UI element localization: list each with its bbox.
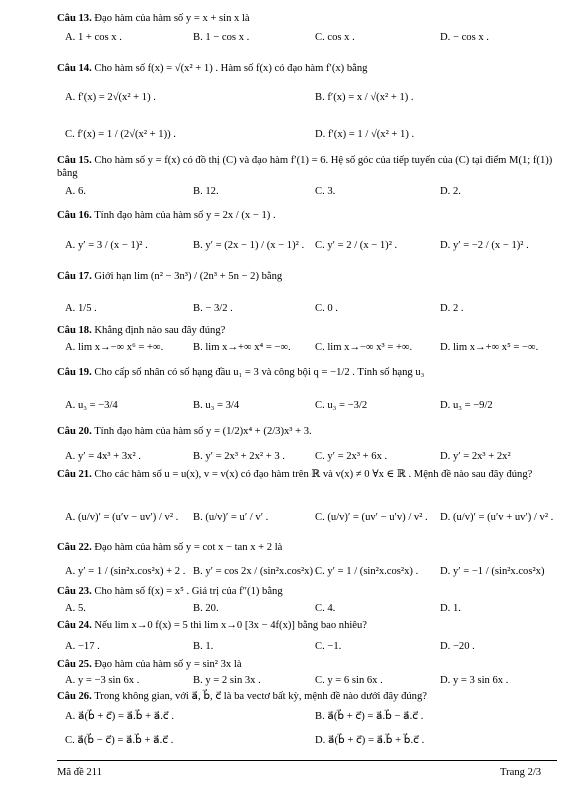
- option-d[interactable]: D. lim x→+∞ x⁵ = −∞.: [440, 342, 539, 353]
- question-text: Tính đạo hàm của hàm số y = (1/2)x⁴ + (2/3)x³ + 3.: [94, 426, 312, 437]
- question-text: Cho các hàm số u = u(x), v = v(x) có đạo hàm trên ℝ và v(x) ≠ 0 ∀x ∈ ℝ . Mệnh đề nào sau đây đúng?: [94, 469, 533, 480]
- option-d[interactable]: D. 2.: [440, 186, 461, 197]
- option-a[interactable]: A. u₃ = −3/4: [65, 400, 118, 411]
- question-text: Khẳng định nào sau đây đúng?: [94, 325, 226, 336]
- option-c[interactable]: C. lim x→−∞ x³ = +∞.: [315, 342, 413, 353]
- question-text: Tính đạo hàm của hàm số y = 2x / (x − 1) .: [94, 210, 276, 221]
- option-d[interactable]: D. 1.: [440, 603, 461, 614]
- question-23: [57, 585, 557, 598]
- option-d[interactable]: D. y′ = −2 / (x − 1)² .: [440, 240, 529, 251]
- option-c[interactable]: C. a⃗(b⃗ − c⃗) = a⃗.b⃗ + a⃗.c⃗ .: [65, 735, 174, 746]
- options-19: [57, 396, 557, 416]
- option-a[interactable]: A. −17 .: [65, 641, 100, 652]
- option-c[interactable]: C. f′(x) = 1 / (2√(x² + 1)) .: [65, 129, 176, 140]
- option-b[interactable]: B. 12.: [193, 186, 219, 197]
- option-d[interactable]: D. − cos x .: [440, 32, 489, 43]
- options-14-row1: [57, 88, 557, 108]
- question-label: Câu 17.: [57, 271, 92, 282]
- options-18: [57, 338, 557, 358]
- question-17: [57, 270, 557, 283]
- question-text: Đạo hàm của hàm số y = cot x − tan x + 2 là: [94, 542, 283, 553]
- option-c[interactable]: C. y′ = 1 / (sin²x.cos²x) .: [315, 566, 419, 577]
- option-b[interactable]: B. (u/v)′ = u′ / v′ .: [193, 512, 269, 523]
- option-b[interactable]: B. y′ = (2x − 1) / (x − 1)² .: [193, 240, 305, 251]
- question-label: Câu 14.: [57, 63, 92, 74]
- footer-divider: [57, 760, 557, 761]
- question-label: Câu 21.: [57, 469, 92, 480]
- question-label: Câu 19.: [57, 367, 92, 378]
- question-text: Cho cấp số nhân có số hạng đầu u₁ = 3 và công bội q = −1/2 . Tính số hạng u₃: [94, 367, 425, 378]
- option-b[interactable]: B. y′ = cos 2x / (sin²x.cos²x) .: [193, 566, 319, 577]
- question-21: [57, 468, 557, 481]
- option-d[interactable]: D. a⃗(b⃗ + c⃗) = a⃗.b⃗ + b⃗.c⃗ .: [315, 735, 425, 746]
- question-label: Câu 15.: [57, 155, 92, 166]
- options-25: [57, 671, 557, 691]
- option-d[interactable]: D. 2 .: [440, 303, 464, 314]
- question-text: Đạo hàm của hàm số y = x + sin x là: [94, 13, 250, 24]
- option-b[interactable]: B. y = 2 sin 3x .: [193, 675, 261, 686]
- question-label: Câu 24.: [57, 620, 92, 631]
- option-c[interactable]: C. 4.: [315, 603, 336, 614]
- question-text: Cho hàm số f(x) = √(x² + 1) . Hàm số f(x) có đạo hàm f′(x) bằng: [94, 63, 368, 74]
- question-text: Trong không gian, với a⃗, b⃗, c⃗ là ba vectơ bất kỳ, mệnh đề nào dưới đây đúng?: [94, 691, 427, 702]
- options-26-row2: [57, 731, 557, 751]
- question-text: Giới hạn lim (n² − 3n³) / (2n³ + 5n − 2) bằng: [94, 271, 283, 282]
- options-24: [57, 637, 557, 657]
- option-b[interactable]: B. 1.: [193, 641, 214, 652]
- page-number: Trang 2/3: [500, 767, 542, 778]
- option-c[interactable]: C. 0 .: [315, 303, 338, 314]
- question-19: [57, 366, 557, 379]
- question-label: Câu 23.: [57, 586, 92, 597]
- options-17: [57, 299, 557, 319]
- question-16: [57, 209, 557, 222]
- question-15: [57, 154, 557, 180]
- question-label: Câu 25.: [57, 659, 92, 670]
- option-d[interactable]: D. u₃ = −9/2: [440, 400, 493, 411]
- options-20: [57, 447, 557, 467]
- options-23: [57, 599, 557, 619]
- option-a[interactable]: A. (u/v)′ = (u′v − uv′) / v² .: [65, 512, 179, 523]
- option-a[interactable]: A. f′(x) = 2√(x² + 1) .: [65, 92, 156, 103]
- question-label: Câu 18.: [57, 325, 92, 336]
- question-label: Câu 13.: [57, 13, 92, 24]
- option-b[interactable]: B. f′(x) = x / √(x² + 1) .: [315, 92, 414, 103]
- option-b[interactable]: B. u₃ = 3/4: [193, 400, 240, 411]
- options-15: [57, 182, 557, 202]
- option-c[interactable]: C. u₃ = −3/2: [315, 400, 368, 411]
- option-b[interactable]: B. a⃗(b⃗ + c⃗) = a⃗.b⃗ − a⃗.c⃗ .: [315, 711, 424, 722]
- question-text: Cho hàm số f(x) = x⁵ . Giá trị của f″(1) bằng: [94, 586, 283, 597]
- question-22: [57, 541, 557, 554]
- question-14: [57, 62, 557, 75]
- options-14-row2: [57, 125, 557, 145]
- option-a[interactable]: A. 5.: [65, 603, 86, 614]
- question-25: [57, 658, 557, 671]
- option-d[interactable]: D. (u/v)′ = (u′v + uv′) / v² .: [440, 512, 554, 523]
- options-22: [57, 562, 557, 582]
- question-24: [57, 619, 557, 632]
- question-text: Nếu lim x→0 f(x) = 5 thì lim x→0 [3x − 4f(x)] bằng bao nhiêu?: [94, 620, 368, 631]
- option-b[interactable]: B. y′ = 2x³ + 2x² + 3 .: [193, 451, 285, 462]
- options-16: [57, 236, 557, 256]
- question-26: [57, 690, 557, 703]
- question-label: Câu 20.: [57, 426, 92, 437]
- option-d[interactable]: D. y′ = −1 / (sin²x.cos²x): [440, 566, 545, 577]
- option-c[interactable]: C. y = 6 sin 6x .: [315, 675, 383, 686]
- option-d[interactable]: D. f′(x) = 1 / √(x² + 1) .: [315, 129, 415, 140]
- option-d[interactable]: D. y′ = 2x³ + 2x²: [440, 451, 511, 462]
- question-text: Đạo hàm của hàm số y = sin² 3x là: [94, 659, 242, 670]
- option-c[interactable]: C. (u/v)′ = (uv′ − u′v) / v² .: [315, 512, 428, 523]
- option-b[interactable]: B. − 3/2 .: [193, 303, 233, 314]
- option-a[interactable]: A. y′ = 3 / (x − 1)² .: [65, 240, 148, 251]
- option-d[interactable]: D. y = 3 sin 6x .: [440, 675, 509, 686]
- option-b[interactable]: B. 1 − cos x .: [193, 32, 250, 43]
- options-26-row1: [57, 707, 557, 727]
- option-a[interactable]: A. 6.: [65, 186, 86, 197]
- question-label: Câu 22.: [57, 542, 92, 553]
- question-13: [57, 12, 557, 25]
- question-text: Cho hàm số y = f(x) có đồ thị (C) và đạo hàm f′(1) = 6. Hệ số góc của tiếp tuyến của (C) tại điểm M(1; f(1)) bằng: [57, 155, 553, 179]
- options-13: [57, 28, 557, 48]
- exam-code: Mã đề 211: [57, 767, 102, 778]
- question-20: [57, 425, 557, 438]
- option-d[interactable]: D. −20 .: [440, 641, 475, 652]
- option-a[interactable]: A. y′ = 1 / (sin²x.cos²x) + 2 .: [65, 566, 186, 577]
- option-c[interactable]: C. 3.: [315, 186, 336, 197]
- option-c[interactable]: C. y′ = 2 / (x − 1)² .: [315, 240, 398, 251]
- option-a[interactable]: A. y = −3 sin 6x .: [65, 675, 140, 686]
- option-c[interactable]: C. cos x .: [315, 32, 355, 43]
- options-21: [57, 508, 557, 528]
- option-b[interactable]: B. 20.: [193, 603, 219, 614]
- option-c[interactable]: C. y′ = 2x³ + 6x .: [315, 451, 388, 462]
- option-a[interactable]: A. lim x→−∞ x⁶ = +∞.: [65, 342, 164, 353]
- option-a[interactable]: A. 1 + cos x .: [65, 32, 122, 43]
- option-b[interactable]: B. lim x→+∞ x⁴ = −∞.: [193, 342, 291, 353]
- question-18: [57, 324, 557, 337]
- option-a[interactable]: A. a⃗(b⃗ + c⃗) = a⃗.b⃗ + a⃗.c⃗ .: [65, 711, 174, 722]
- question-label: Câu 16.: [57, 210, 92, 221]
- option-a[interactable]: A. 1/5 .: [65, 303, 97, 314]
- question-label: Câu 26.: [57, 691, 92, 702]
- option-a[interactable]: A. y′ = 4x³ + 3x² .: [65, 451, 141, 462]
- option-c[interactable]: C. −1.: [315, 641, 342, 652]
